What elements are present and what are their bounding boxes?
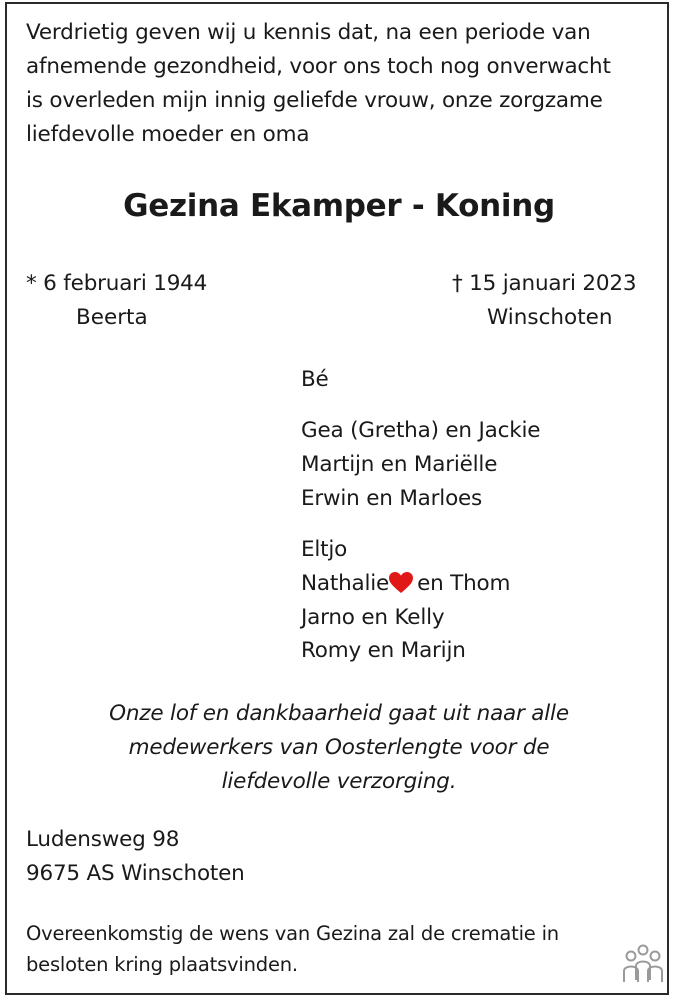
grandchild-partner: en Thom xyxy=(417,570,511,596)
death-date: † 15 januari 2023 xyxy=(452,271,637,296)
thanks-line: Onze lof en dankbaarheid gaat uit naar alle xyxy=(109,701,569,726)
closing-line: Overeenkomstig de wens van Gezina zal de crematie in xyxy=(26,922,559,945)
children-list xyxy=(301,414,540,515)
grandchildren-list xyxy=(301,533,510,668)
child-entry: Erwin en Marloes xyxy=(301,485,483,511)
birth-date: * 6 februari 1944 xyxy=(26,271,208,296)
birth-place: Beerta xyxy=(76,305,148,330)
intro-line: is overleden mijn innig geliefde vrouw, onze zorgzame xyxy=(26,88,603,113)
partner-name: Bé xyxy=(301,367,329,392)
intro-line: liefdevolle moeder en oma xyxy=(26,122,310,147)
child-entry: Martijn en Mariëlle xyxy=(301,451,498,477)
thanks-line: liefdevolle verzorging. xyxy=(221,769,457,794)
people-group-icon xyxy=(620,944,666,984)
intro-line: afnemende gezondheid, voor ons toch nog onverwacht xyxy=(26,54,611,79)
child-entry: Gea (Gretha) en Jackie xyxy=(301,418,541,443)
heart-icon xyxy=(389,572,413,594)
grandchild-entry: Romy en Marijn xyxy=(301,638,466,664)
partner-list xyxy=(301,363,329,397)
grandchild-name: Nathalie xyxy=(301,570,390,596)
closing-text xyxy=(26,918,616,980)
address-city: 9675 AS Winschoten xyxy=(26,861,245,886)
death-place: Winschoten xyxy=(487,305,613,330)
address-street: Ludensweg 98 xyxy=(26,827,180,852)
deceased-name: Gezina Ekamper - Koning xyxy=(123,188,555,224)
thanks-line: medewerkers van Oosterlengte voor de xyxy=(128,735,550,760)
grandchild-entry: Eltjo xyxy=(301,537,348,562)
closing-line: besloten kring plaatsvinden. xyxy=(26,953,298,976)
grandchild-entry: Jarno en Kelly xyxy=(301,604,445,630)
thanks-text xyxy=(0,697,678,799)
correspondence-address xyxy=(26,823,245,891)
grandchild-entry xyxy=(301,567,510,601)
intro-text xyxy=(26,16,656,152)
intro-line: Verdrietig geven wij u kennis dat, na een periode van xyxy=(26,20,591,45)
